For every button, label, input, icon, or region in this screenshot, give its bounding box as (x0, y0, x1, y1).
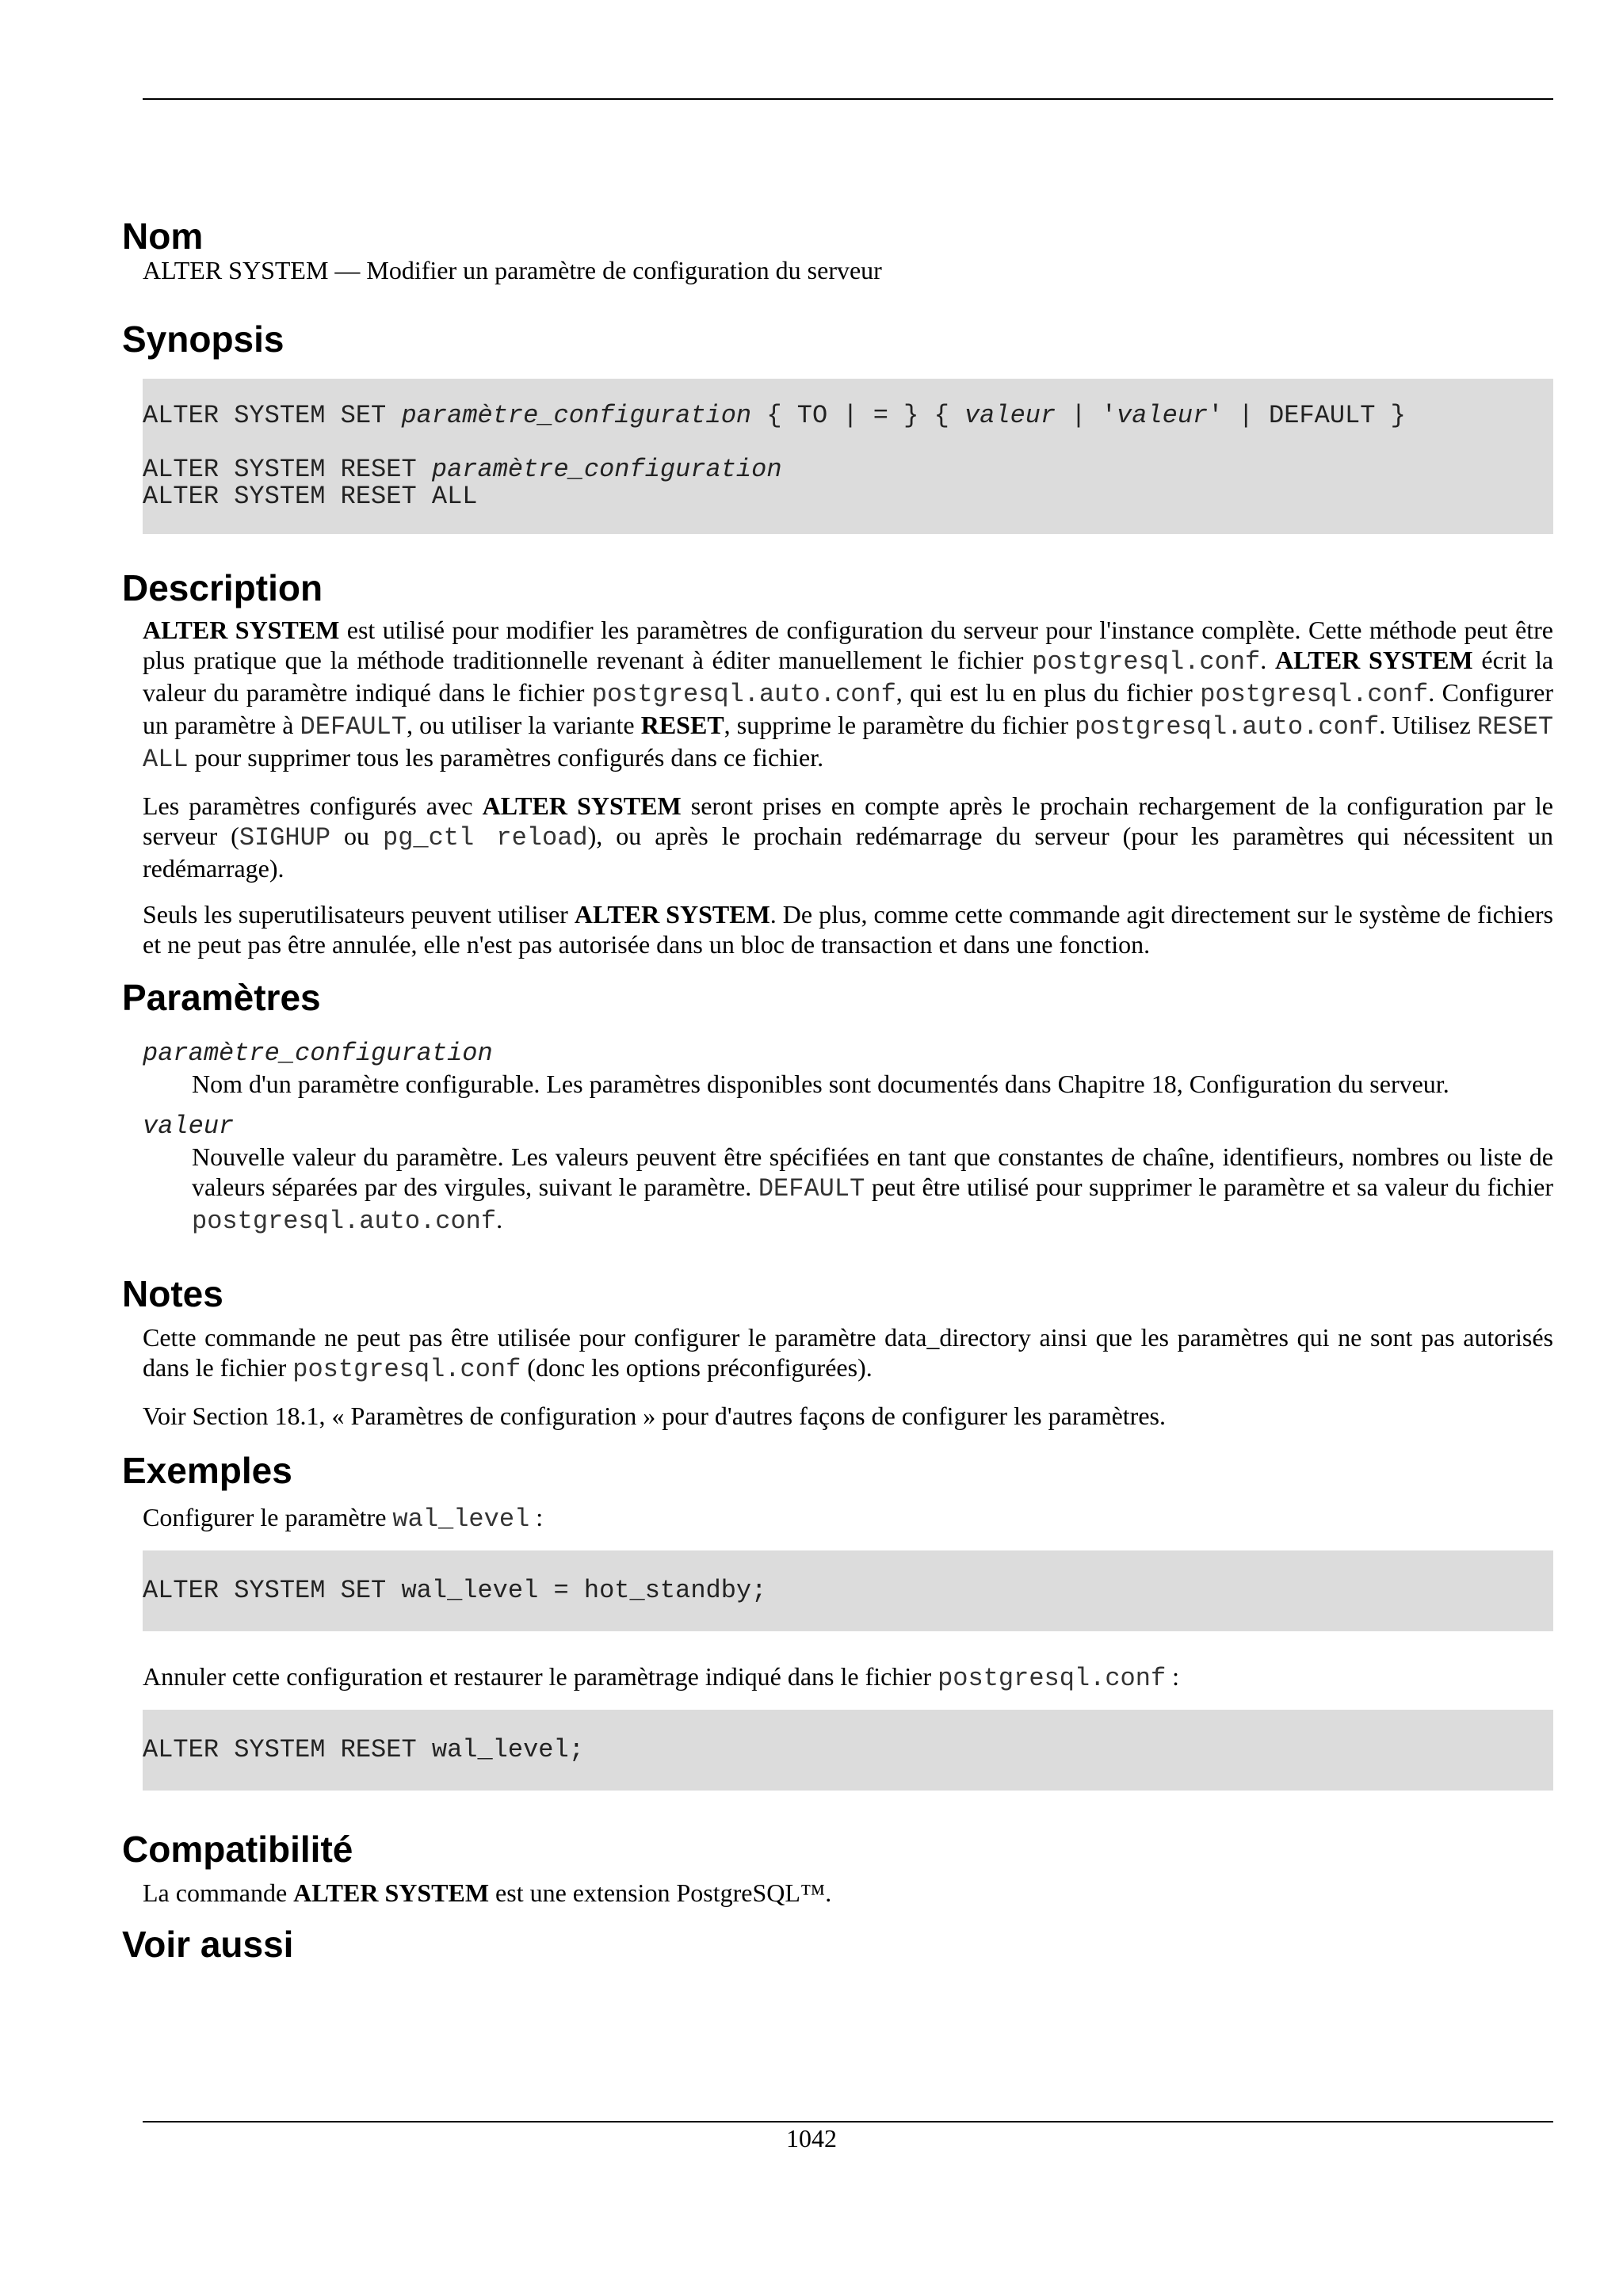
text-run: . De plus, comme cette commande agit directement sur le système de fichiers et ne peut pas être annulée, elle n'est pas autorisée dans un bloc de transaction et dans une fonction. (143, 900, 1554, 959)
literal: DEFAULT (758, 1174, 865, 1203)
page-number: 1042 (786, 2124, 837, 2153)
filename: postgresql.auto.conf (1075, 712, 1380, 742)
text-run: . (1260, 646, 1275, 674)
command-name: ALTER SYSTEM (293, 1878, 490, 1907)
literal: wal_level (392, 1505, 530, 1534)
filename: postgresql.conf (938, 1664, 1167, 1693)
command-name: ALTER SYSTEM (143, 616, 340, 644)
text-run: (donc les options préconfigurées). (521, 1353, 873, 1382)
code-param: valeur (1117, 401, 1209, 430)
code-text: ' | DEFAULT } (1208, 401, 1406, 430)
text-run: , ou utiliser la variante (406, 711, 641, 739)
synopsis-code-block (143, 379, 1553, 534)
code-text: { TO | = } { (751, 401, 964, 430)
text-run: , supprime le paramètre du fichier (724, 711, 1075, 739)
exemples-paragraph-1 (143, 1502, 1553, 1535)
filename: postgresql.auto.conf (192, 1207, 497, 1236)
code-text: ALTER SYSTEM SET (143, 401, 402, 430)
filename: postgresql.conf (1032, 647, 1261, 677)
section-heading-synopsis: Synopsis (122, 318, 285, 360)
notes-paragraph-1 (143, 1322, 1553, 1385)
text-run: seront prises en compte après le prochain rechargement de la configuration par le serveur ( (143, 791, 1554, 850)
text-run: Configurer le paramètre (143, 1503, 393, 1531)
description-paragraph-1 (143, 615, 1553, 775)
code-text: ALTER SYSTEM RESET (143, 455, 432, 484)
code-param: paramètre_configuration (401, 401, 752, 430)
text-run: est une extension PostgreSQL™. (489, 1878, 832, 1907)
footer-rule (143, 2121, 1553, 2122)
nom-text: ALTER SYSTEM — Modifier un paramètre de configuration du serveur (143, 256, 882, 284)
description-paragraph-2 (143, 791, 1553, 883)
section-heading-compatibilite: Compatibilité (122, 1829, 353, 1870)
literal: DEFAULT (300, 712, 407, 742)
code-param: paramètre_configuration (431, 455, 782, 484)
text-run: Les paramètres configurés avec (143, 791, 483, 820)
text-run: Nouvelle valeur du paramètre. Les valeurs peuvent être spécifiées en tant que constantes de chaîne, identifieurs, nombres ou liste de valeurs séparées par des virgules, suivant le paramètre. (192, 1142, 1553, 1201)
text-run: . Configurer un paramètre à (143, 678, 1554, 739)
command-name: ALTER SYSTEM (574, 900, 770, 929)
command-name: RESET (640, 711, 724, 739)
text-run: pour supprimer tous les paramètres configurés dans ce fichier. (188, 743, 824, 772)
text-run: : (1166, 1662, 1180, 1691)
description-paragraph-3 (143, 899, 1553, 959)
text-run: ou (330, 822, 383, 850)
page-content (122, 214, 1554, 1966)
text-run: , qui est lu en plus du fichier (896, 678, 1201, 707)
header-rule (143, 98, 1553, 100)
code-text: ALTER SYSTEM RESET ALL (143, 482, 478, 511)
section-heading-description: Description (122, 567, 323, 608)
notes-paragraph-2: Voir Section 18.1, « Paramètres de configuration » pour d'autres façons de configurer les paramètres. (143, 1402, 1166, 1430)
text-run: peut être utilisé pour supprimer le paramètre et sa valeur du fichier (865, 1173, 1554, 1201)
command-name: ALTER SYSTEM (1274, 646, 1473, 674)
parameter-term: paramètre_configuration (143, 1039, 493, 1068)
text-run: Annuler cette configuration et restaurer le paramètrage indiqué dans le fichier (143, 1662, 938, 1691)
literal: RESET ALL (143, 712, 1554, 774)
section-heading-nom: Nom (122, 215, 204, 257)
filename: postgresql.conf (1200, 680, 1429, 709)
section-heading-voir-aussi: Voir aussi (122, 1924, 294, 1965)
parameter-definition: Nom d'un paramètre configurable. Les paramètres disponibles sont documentés dans Chapitre 18, Configuration du serveur. (192, 1070, 1449, 1098)
section-heading-exemples: Exemples (122, 1450, 292, 1491)
example-code-block: ALTER SYSTEM RESET wal_level; (143, 1710, 1553, 1791)
literal: SIGHUP (239, 823, 331, 852)
parameter-term: valeur (143, 1112, 235, 1141)
text-run: ), ou après le prochain redémarrage du serveur (pour les paramètres qui nécessitent un redémarrage). (143, 822, 1554, 883)
text-run: écrit la valeur du paramètre indiqué dans le fichier (143, 646, 1554, 707)
code-param: valeur (964, 401, 1056, 430)
text-run: . (496, 1205, 503, 1234)
compatibilite-paragraph (143, 1878, 1553, 1908)
text-run: : (529, 1503, 544, 1531)
text-run: La commande (143, 1878, 294, 1907)
text-run: . Utilisez (1379, 711, 1478, 739)
section-heading-notes: Notes (122, 1273, 223, 1314)
parameter-definition (192, 1142, 1553, 1237)
parameter-list (143, 1039, 1553, 1237)
text-run: est utilisé pour modifier les paramètres de configuration du serveur pour l'instance complète. Cette méthode peut être plus pratique que la méthode traditionnelle revenant à éditer manuellement le fichier (143, 616, 1554, 674)
exemples-paragraph-2 (143, 1661, 1553, 1694)
literal: pg_ctl reload (382, 823, 588, 852)
text-run: Seuls les superutilisateurs peuvent utiliser (143, 900, 575, 929)
command-name: ALTER SYSTEM (482, 791, 682, 820)
code-text: | ' (1056, 401, 1117, 430)
filename: postgresql.auto.conf (591, 680, 896, 709)
filename: postgresql.conf (292, 1355, 521, 1384)
section-heading-parametres: Paramètres (122, 977, 321, 1018)
text-run: Cette commande ne peut pas être utilisée pour configurer le paramètre data_directory ainsi que les paramètres qui ne sont pas autorisés dans le fichier (143, 1323, 1553, 1382)
example-code-block: ALTER SYSTEM SET wal_level = hot_standby; (143, 1550, 1553, 1631)
